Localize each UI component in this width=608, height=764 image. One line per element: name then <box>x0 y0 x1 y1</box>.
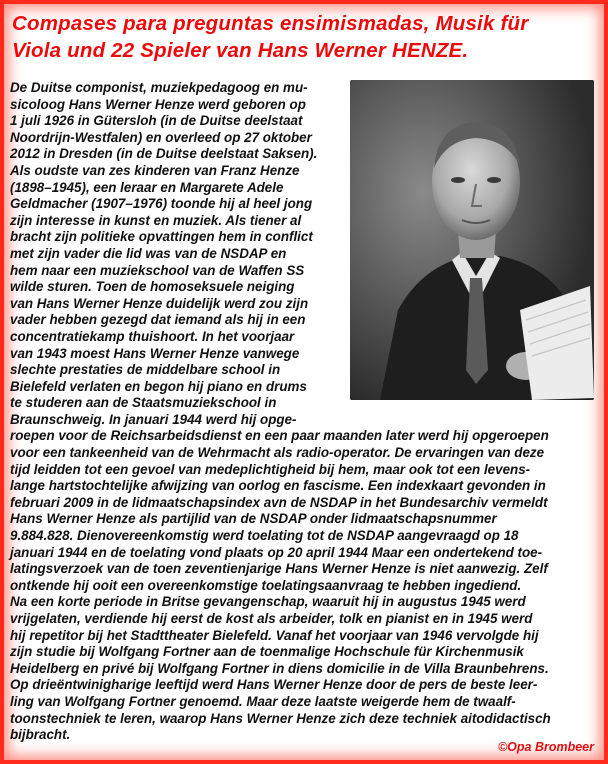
text-line: van Hans Werner Henze duidelijk werd zou zijn <box>10 295 309 311</box>
text-line: Als oudste van zes kinderen van Franz Henze <box>10 162 300 178</box>
text-line: 1 juli 1926 in Gütersloh (in de Duitse deelstaat <box>10 113 303 129</box>
text-line: februari 2009 in de lidmaatschapsindex avn de NSDAP in het Bundesarchiv vermeldt <box>10 494 548 510</box>
text-line: slechte prestaties de middelbare school in <box>10 362 281 378</box>
text-line: voor een tankeenheid van de Wehrmacht als radio-operator. De ervaringen van deze <box>10 445 545 461</box>
text-line: te studeren aan de Staatsmuziekschool in <box>10 395 277 411</box>
text-line: zijn studie bij Wolfgang Fortner aan de toenmalige Hochschule für Kirchenmusik <box>10 644 524 660</box>
text-line: bijbracht. <box>10 727 71 743</box>
text-line: toonstechniek te leren, waarop Hans Werner Henze zich deze techniek aitodidactisch <box>10 710 551 726</box>
text-line: ontkende hij ooit een overeenkomstige toelatingsaanvraag te hebben ingediend. <box>10 577 522 593</box>
text-line: lange hartstochtelijke afwijzing van oorlog en fascisme. Een indexkaart gevonden in <box>10 478 546 494</box>
biography-text <box>10 80 600 744</box>
text-line: roepen voor de Reichsarbeidsdienst en een paar maanden later werd hij opgeroepen <box>10 428 549 444</box>
text-line: concentratiekamp thuishoort. In het voorjaar <box>10 328 295 344</box>
text-line: Hans Werner Henze als partijlid van de NSDAP onder lidmaatschapsnummer <box>10 511 497 527</box>
text-line: met zijn vader die lid was van de NSDAP en <box>10 245 287 261</box>
text-line: van 1943 moest Hans Werner Henze vanwege <box>10 345 300 361</box>
copyright-credit: ©Opa Brombeer <box>497 740 594 754</box>
text-line: (1898–1945), een leraar en Margarete Adele <box>10 179 284 195</box>
text-line: vader hebben gezegd dat iemand als hij in een <box>10 312 306 328</box>
text-line: Na een korte periode in Britse gevangenschap, waaruit hij in augustus 1945 werd <box>10 594 526 610</box>
title-line-2: Viola und 22 Spieler van Hans Werner HENZE. <box>12 39 469 62</box>
title-line-1: Compases para preguntas ensimismadas, Musik für <box>12 12 529 35</box>
text-line: hem naar een muziekschool van de Waffen SS <box>10 262 305 278</box>
text-line: bracht zijn politieke opvattingen hem in conflict <box>10 229 313 245</box>
text-line: Geldmacher (1907–1976) toonde hij al heel jong <box>10 196 313 212</box>
text-line: Op drieëntwinigharige leeftijd werd Hans Werner Henze door de pers de beste leer- <box>10 677 538 693</box>
text-line: tijd leidden tot een gevoel van medeplichtigheid bij hem, maar ook tot een levens- <box>10 461 531 477</box>
text-line: wilde sturen. Toen de homoseksuele neiging <box>10 279 295 295</box>
text-line: sicoloog Hans Werner Henze werd geboren op <box>10 96 306 112</box>
text-line: 9.884.828. Dienovereenkomstig werd toelating tot de NSDAP aangevraagd op 18 <box>10 528 519 544</box>
text-line: 2012 in Dresden (in de Duitse deelstaat Saksen). <box>10 146 318 162</box>
text-line: januari 1944 en de toelating vond plaats op 20 april 1944 Maar een ondertekend toe- <box>10 544 543 560</box>
text-line: Noordrijn-Westfalen) en overleed op 27 oktober <box>10 129 312 145</box>
text-line: latingsverzoek van de toen zeventienjarige Hans Werner Henze is niet aanwezig. Zelf <box>10 561 548 577</box>
text-line: Heidelberg en privé bij Wolfgang Fortner in diens domicilie in de Villa Braunbehrens. <box>10 660 549 676</box>
page-title <box>12 10 600 64</box>
text-line: De Duitse componist, muziekpedagoog en mu- <box>10 80 308 95</box>
text-line: zijn interesse in kunst en muziek. Als tiener al <box>10 212 302 228</box>
text-line: Braunschweig. In januari 1944 werd hij opge- <box>10 411 297 427</box>
text-line: hij repetitor bij het Stadttheater Bielefeld. Vanaf het voorjaar van 1946 vervolgde hij <box>10 627 539 643</box>
text-line: vrijgelaten, verdiende hij eerst de kost als arbeider, tolk en pianist en in 1945 werd <box>10 611 533 626</box>
text-line: Bielefeld verlaten en begon hij piano en drums <box>10 378 307 394</box>
text-line: ling van Wolfgang Fortner genoemd. Maar deze laatste weigerde hem de twaalf- <box>10 693 516 709</box>
